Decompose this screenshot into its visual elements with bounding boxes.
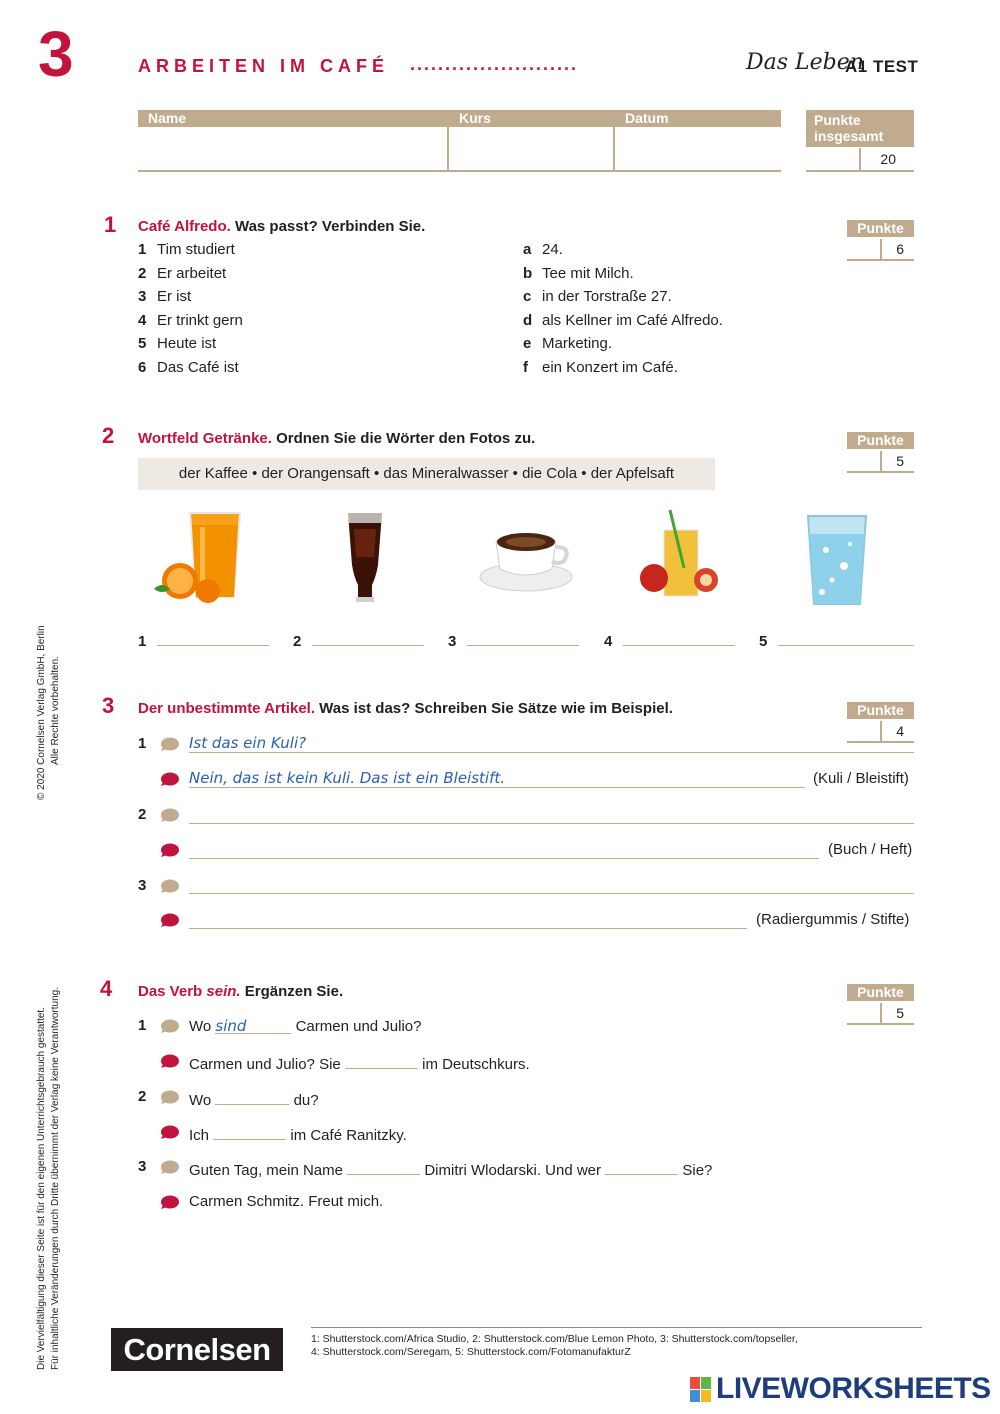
publisher-logo: Cornelsen (111, 1328, 283, 1371)
student-info-table (138, 110, 781, 172)
exercise-2-keyword: Wortfeld Getränke. (138, 430, 272, 447)
exercise-4-line-3: Wo du? (189, 1087, 319, 1111)
exercise-3-item-3-answer-line[interactable] (189, 928, 747, 929)
exercise-4-keyword: Das Verb (138, 983, 203, 1000)
list-item[interactable]: 5 Heute ist (138, 335, 217, 352)
speech-bubble-question-icon (160, 1090, 179, 1104)
speech-bubble-question-icon (160, 1019, 179, 1033)
exercise-4-blank-2[interactable] (345, 1051, 418, 1069)
exercise-4-line-4: Ich im Café Ranitzky. (189, 1122, 407, 1146)
exercise-3-item-1-hint: (Kuli / Bleistift) (813, 770, 909, 787)
copyright-line-1: © 2020 Cornelsen Verlag GmbH, Berlin (36, 625, 47, 800)
exercise-4-blank-4[interactable] (213, 1122, 286, 1140)
exercise-3-item-1-number: 1 (138, 735, 147, 752)
exercise-4-instruction: Ergänzen Sie. (244, 983, 344, 1000)
exercise-4-blank-3[interactable] (215, 1087, 289, 1105)
exercise-3-item-3-question-line[interactable] (189, 893, 914, 894)
points-label: Punkte (847, 984, 914, 1001)
apple-juice-photo (640, 508, 720, 603)
exercise-1-instruction: Was passt? Verbinden Sie. (234, 218, 426, 235)
exercise-2-number: 2 (102, 423, 115, 448)
answer-line (189, 787, 805, 788)
list-item[interactable]: 4 Er trinkt gern (138, 311, 243, 329)
exercise-4-points: 5 (880, 1003, 914, 1024)
list-item[interactable]: a 24. (523, 241, 563, 258)
exercise-3-instruction: Was ist das? Schreiben Sie Sätze wie im Beispiel. (319, 700, 673, 717)
exercise-1-right-list (523, 240, 723, 381)
exercise-3-item-3-hint: (Radiergummis / Stifte) (756, 911, 910, 928)
exercise-4-title (138, 983, 343, 1000)
exercise-2-points-box (847, 432, 914, 472)
chapter-dots: ........................ (410, 54, 579, 74)
exercise-3-title (138, 700, 673, 717)
exercise-2-blank-3[interactable]: 3 (448, 628, 579, 652)
exercise-4-blank-1[interactable]: sind (215, 1016, 291, 1034)
answer-line (189, 752, 914, 753)
exercise-3-keyword: Der unbestimmte Artikel. (138, 700, 315, 717)
exercise-4-line-6: Carmen Schmitz. Freut mich. (189, 1193, 384, 1210)
speech-bubble-answer-icon (160, 772, 179, 786)
footer-divider (311, 1327, 922, 1328)
exercise-4-line-2: Carmen und Julio? Sie im Deutschkurs. (189, 1051, 530, 1075)
points-label: Punkte (847, 432, 914, 449)
exercise-3-item-2-number: 2 (138, 806, 147, 823)
exercise-4-blank-6[interactable] (605, 1157, 678, 1175)
exercise-3-item-2-answer-line[interactable] (189, 858, 819, 859)
exercise-3-item-2-question-line[interactable] (189, 823, 914, 824)
exercise-1-points-box (847, 220, 914, 260)
exercise-3-points-box (847, 702, 914, 742)
exercise-1-points: 6 (880, 239, 914, 260)
exercise-1-number: 1 (104, 212, 117, 237)
list-item[interactable]: d als Kellner im Café Alfredo. (523, 311, 723, 329)
exercise-4-line-1: Wo sind Carmen und Julio? (189, 1017, 422, 1035)
list-item[interactable]: b Tee mit Milch. (523, 264, 634, 282)
speech-bubble-question-icon (160, 808, 179, 822)
total-points-value: 20 (859, 148, 914, 172)
points-label: Punkte (847, 220, 914, 237)
total-points-box (806, 110, 914, 172)
exercise-4-number: 4 (100, 976, 113, 1001)
cola-photo (340, 505, 390, 605)
speech-bubble-answer-icon (160, 1125, 179, 1139)
chapter-title: ARBEITEN IM CAFÉ (138, 56, 389, 76)
photo-credits: 1: Shutterstock.com/Africa Studio, 2: Shutterstock.com/Blue Lemon Photo, 3: Shutterstock.com/topseller, 4: Shutterstock.com/Seregam, 5: Shutterstock.com/FotomanufakturZ (311, 1333, 798, 1358)
copyright-line-2: Alle Rechte vorbehalten. (50, 656, 61, 765)
exercise-1-keyword: Café Alfredo. (138, 218, 231, 235)
speech-bubble-question-icon (160, 737, 179, 751)
list-item[interactable]: f ein Konzert im Café. (523, 358, 678, 376)
exercise-1-left-list (138, 240, 243, 381)
exercise-4-item-2-number: 2 (138, 1088, 147, 1105)
exercise-2-instruction: Ordnen Sie die Wörter den Fotos zu. (276, 430, 536, 447)
exercise-3-number: 3 (102, 693, 115, 718)
usage-note-line-2: Für inhaltliche Veränderungen durch Dritte übernimmt der Verlag keine Verantwortung. (50, 987, 61, 1370)
exercise-1-title (138, 218, 425, 235)
kurs-label: Kurs (449, 110, 614, 127)
coffee-photo (478, 515, 578, 595)
exercise-3-item-1-answer[interactable]: Nein, das ist kein Kuli. Das ist ein Bleistift. (189, 769, 506, 787)
datum-cell[interactable] (613, 110, 781, 170)
datum-label: Datum (615, 110, 781, 127)
name-cell[interactable] (138, 110, 448, 170)
exercise-4-item-1-number: 1 (138, 1017, 147, 1034)
speech-bubble-question-icon (160, 879, 179, 893)
list-item[interactable]: 6 Das Café ist (138, 358, 239, 376)
list-item[interactable]: 3 Er ist (138, 288, 192, 305)
exercise-4-blank-5[interactable] (347, 1157, 420, 1175)
word-bank: der Kaffee • der Orangensaft • das Mineralwasser • die Cola • der Apfelsaft (138, 458, 715, 490)
level-test-label: A1 TEST (845, 57, 919, 76)
speech-bubble-answer-icon (160, 843, 179, 857)
list-item[interactable]: e Marketing. (523, 335, 613, 352)
total-points-label: Punkte insgesamt (806, 110, 914, 147)
brand-logo: Das Leben (746, 50, 864, 75)
exercise-3-item-1-question[interactable]: Ist das ein Kuli? (189, 734, 307, 752)
speech-bubble-answer-icon (160, 1054, 179, 1068)
exercise-4-item-3-number: 3 (138, 1158, 147, 1175)
exercise-3-points: 4 (880, 721, 914, 742)
exercise-3-item-2-hint: (Buch / Heft) (828, 841, 913, 858)
exercise-2-title (138, 430, 535, 447)
points-label: Punkte (847, 702, 914, 719)
list-item[interactable]: 1 Tim studiert (138, 241, 235, 258)
speech-bubble-question-icon (160, 1160, 179, 1174)
exercise-4-keyword-italic: sein. (206, 983, 241, 1000)
exercise-2-blank-2[interactable]: 2 (293, 628, 424, 652)
list-item[interactable]: c in der Torstraße 27. (523, 288, 672, 305)
exercise-2-points: 5 (880, 451, 914, 472)
exercise-3-item-3-number: 3 (138, 877, 147, 894)
liveworksheets-watermark: LIVEWORKSHEETS (716, 1372, 991, 1405)
exercise-4-line-5: Guten Tag, mein Name Dimitri Wlodarski. Und wer Sie? (189, 1157, 712, 1181)
exercise-2-blank-4[interactable]: 4 (604, 628, 735, 652)
liveworksheets-logo-icon (690, 1377, 712, 1403)
exercise-2-blank-5[interactable]: 5 (759, 628, 914, 652)
exercise-4-points-box (847, 984, 914, 1024)
unit-number: 3 (38, 18, 74, 90)
water-photo (802, 510, 872, 608)
orange-juice-photo (148, 505, 248, 605)
kurs-cell[interactable] (447, 110, 614, 170)
name-label: Name (138, 110, 448, 127)
list-item[interactable]: 2 Er arbeitet (138, 264, 227, 282)
speech-bubble-answer-icon (160, 1195, 179, 1209)
usage-note-line-1: Die Vervielfältigung dieser Seite ist für den eigenen Unterrichtsgebrauch gestattet. (36, 1007, 47, 1370)
exercise-2-blank-1[interactable]: 1 (138, 628, 269, 652)
speech-bubble-answer-icon (160, 913, 179, 927)
